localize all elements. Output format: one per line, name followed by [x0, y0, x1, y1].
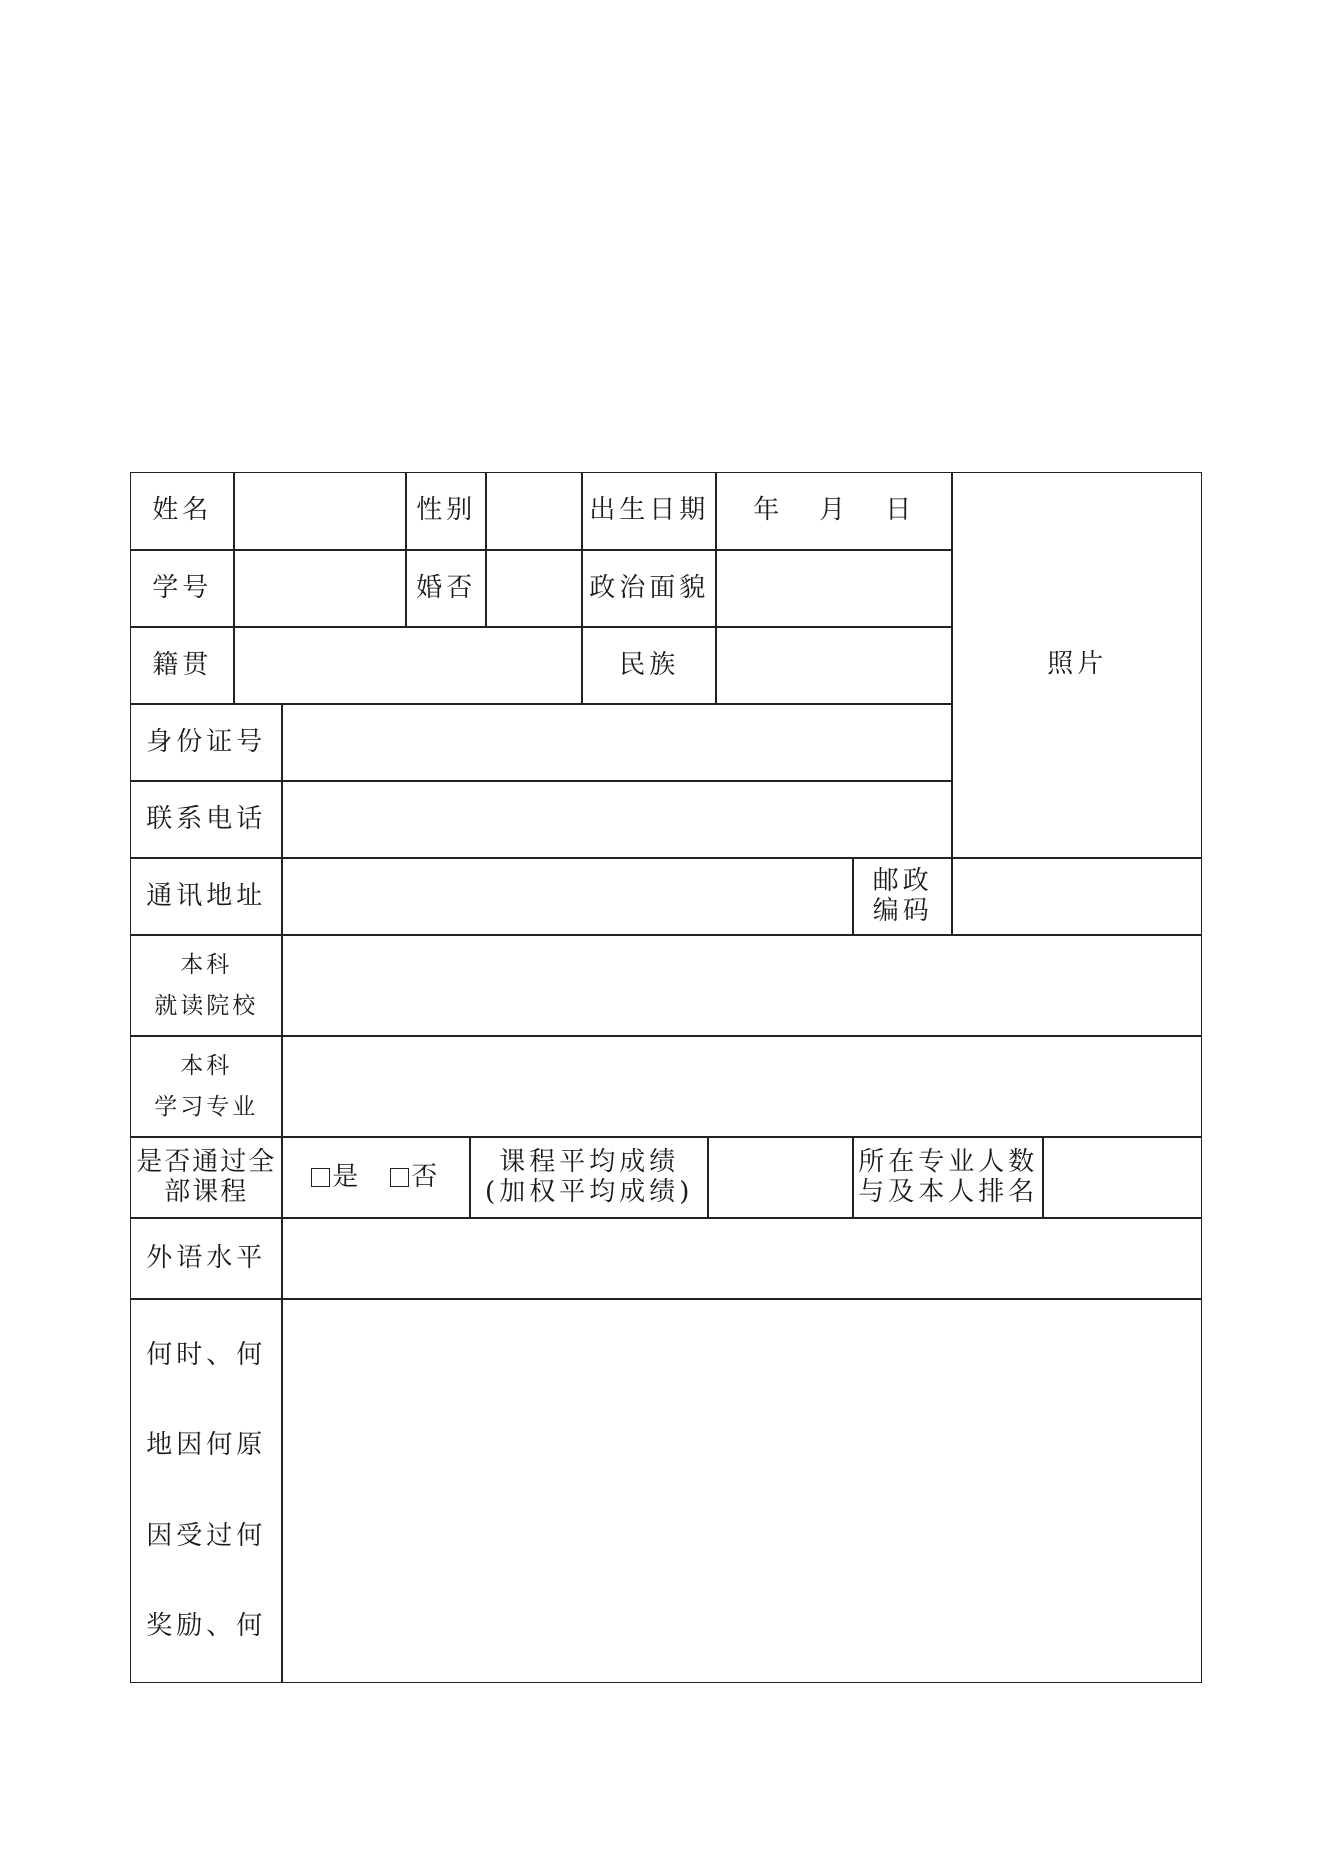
month-label: 月 — [819, 495, 850, 526]
birth-date-label: 出生日期 — [582, 472, 716, 550]
option-yes[interactable]: 是 — [311, 1163, 362, 1193]
checkbox-yes-icon[interactable] — [311, 1168, 330, 1187]
id-card-label: 身份证号 — [130, 704, 282, 781]
passed-courses-options — [282, 1137, 470, 1218]
id-card-field[interactable] — [282, 704, 952, 781]
hometown-label: 籍贯 — [130, 627, 234, 704]
ethnicity-field[interactable] — [716, 627, 952, 704]
school-label: 本科 就读院校 — [130, 935, 282, 1036]
student-id-label: 学号 — [130, 550, 234, 627]
gender-label: 性别 — [406, 472, 486, 550]
phone-field[interactable] — [282, 781, 952, 858]
political-label: 政治面貌 — [582, 550, 716, 627]
passed-courses-label: 是否通过全 部课程 — [130, 1137, 282, 1218]
political-field[interactable] — [716, 550, 952, 627]
marital-label: 婚否 — [406, 550, 486, 627]
photo-box[interactable] — [952, 472, 1202, 858]
postcode-label: 邮政 编码 — [853, 858, 952, 935]
day-label: 日 — [885, 495, 916, 526]
language-field[interactable] — [282, 1218, 1202, 1299]
name-label: 姓名 — [130, 472, 234, 550]
major-label: 本科 学习专业 — [130, 1036, 282, 1137]
awards-label: 何时、何 地因何原 因受过何 奖励、何 — [130, 1299, 282, 1683]
address-field[interactable] — [282, 858, 853, 935]
gpa-field[interactable] — [708, 1137, 853, 1218]
phone-label: 联系电话 — [130, 781, 282, 858]
checkbox-no-icon[interactable] — [390, 1168, 409, 1187]
registration-form — [131, 473, 1201, 1683]
awards-field[interactable] — [282, 1299, 1202, 1683]
hometown-field[interactable] — [234, 627, 582, 704]
gpa-label: 课程平均成绩 (加权平均成绩) — [470, 1137, 708, 1218]
address-label: 通讯地址 — [130, 858, 282, 935]
school-field[interactable] — [282, 935, 1202, 1036]
postcode-field[interactable] — [952, 858, 1202, 935]
option-no[interactable]: 否 — [390, 1163, 441, 1193]
name-field[interactable] — [234, 472, 406, 550]
photo-label: 照片 — [1047, 649, 1108, 680]
language-label: 外语水平 — [130, 1218, 282, 1299]
major-field[interactable] — [282, 1036, 1202, 1137]
year-label: 年 — [753, 495, 784, 526]
rank-label: 所在专业人数 与及本人排名 — [853, 1137, 1043, 1218]
marital-field[interactable] — [486, 550, 582, 627]
student-id-field[interactable] — [234, 550, 406, 627]
gender-field[interactable] — [486, 472, 582, 550]
rank-field[interactable] — [1043, 1137, 1202, 1218]
birth-date-field[interactable] — [716, 472, 952, 550]
ethnicity-label: 民族 — [582, 627, 716, 704]
